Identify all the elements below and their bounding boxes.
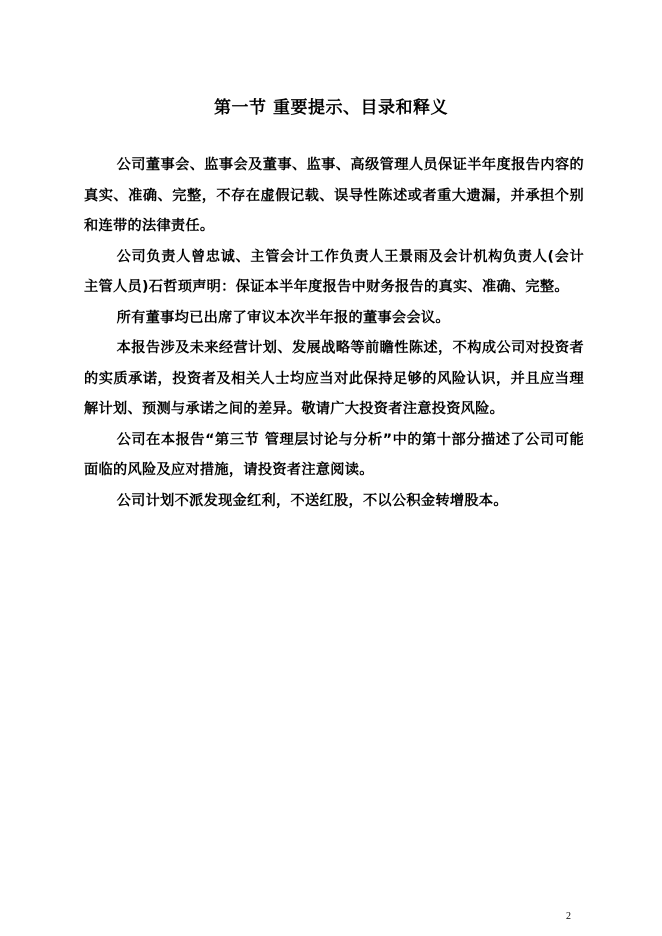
section-title: 第一节 重要提示、目录和释义 [214, 98, 448, 118]
notice-paragraph-risk-reference: 公司在本报告“第三节 管理层讨论与分析”中的第十部分描述了公司可能面临的风险及应对措施，请投资者注意阅读。 [84, 431, 584, 478]
notice-paragraph-board-attendance: 所有董事均已出席了审议本次半年报的董事会会议。 [116, 309, 450, 326]
notice-paragraph-forward-looking: 本报告涉及未来经营计划、发展战略等前瞻性陈述，不构成公司对投资者的实质承诺，投资者及相关人士均应当对此保持足够的风险认识，并且应当理解计划、预测与承诺之间的差异。敬请广大投资者注意投资风险。 [84, 340, 584, 417]
notice-paragraph-dividend-plan: 公司计划不派发现金红利，不送红股，不以公积金转增股本。 [116, 492, 508, 509]
page-number: 2 [566, 911, 571, 922]
notice-paragraph-responsibility: 公司董事会、监事会及董事、监事、高级管理人员保证半年度报告内容的真实、准确、完整，不存在虚假记载、误导性陈述或者重大遗漏，并承担个别和连带的法律责任。 [84, 157, 584, 234]
important-notice-body [84, 150, 584, 516]
notice-paragraph-financial-statement: 公司负责人曾忠诚、主管会计工作负责人王景雨及会计机构负责人(会计主管人员)石哲顼声明：保证本半年度报告中财务报告的真实、准确、完整。 [84, 248, 584, 295]
